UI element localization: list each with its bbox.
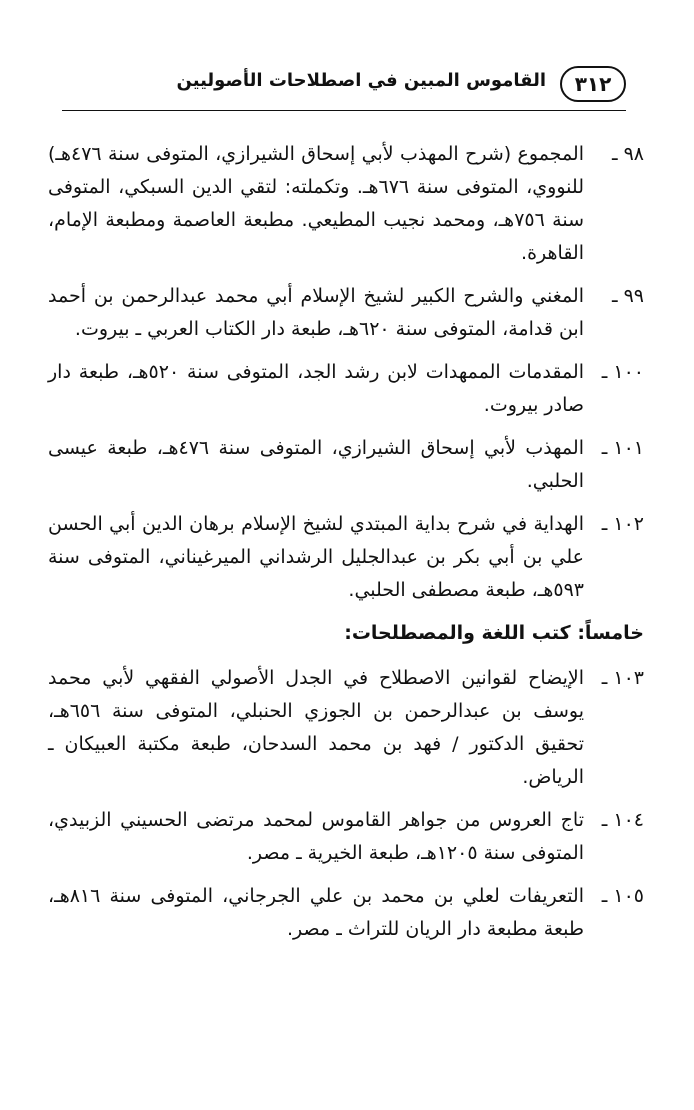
bibliography-entry [48,432,644,498]
page-number: ٣١٢ [560,66,626,102]
page-header [62,66,626,106]
entry-text: المقدمات الممهدات لابن رشد الجد، المتوفى سنة ٥٢٠هـ، طبعة دار صادر بيروت. [48,361,585,416]
entry-number: ٩٨ ـ [611,143,644,165]
bibliography-entry [48,804,644,870]
entry-number: ١٠١ ـ [601,437,644,459]
bibliography-entry [48,280,644,346]
entry-number: ١٠٣ ـ [601,667,644,689]
bibliography-entry [48,662,644,794]
bibliography-entry [48,138,644,270]
entry-text: التعريفات لعلي بن محمد بن علي الجرجاني، المتوفى سنة ٨١٦هـ، طبعة مطبعة دار الريان للتراث ـ مصر. [48,885,584,940]
bibliography-entry [48,880,644,946]
bibliography-entry [48,356,644,422]
entry-text: المجموع (شرح المهذب لأبي إسحاق الشيرازي، المتوفى سنة ٤٧٦هـ) للنووي، المتوفى سنة ٦٧٦هـ. وتكملته: لتقي الدين السبكي، المتوفى سنة ٧٥٦هـ، ومحمد نجيب المطيعي. مطبعة العاصمة ومطبعة الإمام، القاهرة. [48,143,584,264]
entry-number: ١٠٤ ـ [601,809,644,831]
section-heading: خامساً: كتب اللغة والمصطلحات: [344,622,644,644]
entry-number: ٩٩ ـ [611,285,644,307]
entry-number: ١٠٢ ـ [601,513,644,535]
entry-text: الهداية في شرح بداية المبتدي لشيخ الإسلام برهان الدين أبي الحسن علي بن أبي بكر بن عبدالجليل الرشداني الميرغيناني، المتوفى سنة ٥٩٣هـ، طبعة مصطفى الحلبي. [48,513,584,601]
bibliography-list [48,138,644,956]
running-title: القاموس المبين في اصطلاحات الأصوليين [176,70,546,91]
header-rule [62,110,626,111]
entry-text: تاج العروس من جواهر القاموس لمحمد مرتضى الحسيني الزبيدي، المتوفى سنة ١٢٠٥هـ، طبعة الخيرية ـ مصر. [48,809,584,864]
entry-text: المهذب لأبي إسحاق الشيرازي، المتوفى سنة ٤٧٦هـ، طبعة عيسى الحلبي. [48,437,584,492]
entry-text: الإيضاح لقوانين الاصطلاح في الجدل الأصولي الفقهي لأبي محمد يوسف بن عبدالرحمن بن الجوزي الحنبلي، المتوفى سنة ٦٥٦هـ، تحقيق الدكتور / فهد بن محمد السدحان، طبعة مكتبة العبيكان ـ الرياض. [48,667,584,788]
entry-number: ١٠٥ ـ [601,885,644,907]
bibliography-entry [48,508,644,607]
entry-text: المغني والشرح الكبير لشيخ الإسلام أبي محمد عبدالرحمن بن أحمد ابن قدامة، المتوفى سنة ٦٢٠هـ، طبعة دار الكتاب العربي ـ بيروت. [48,285,584,340]
entry-number: ١٠٠ ـ [601,361,644,383]
